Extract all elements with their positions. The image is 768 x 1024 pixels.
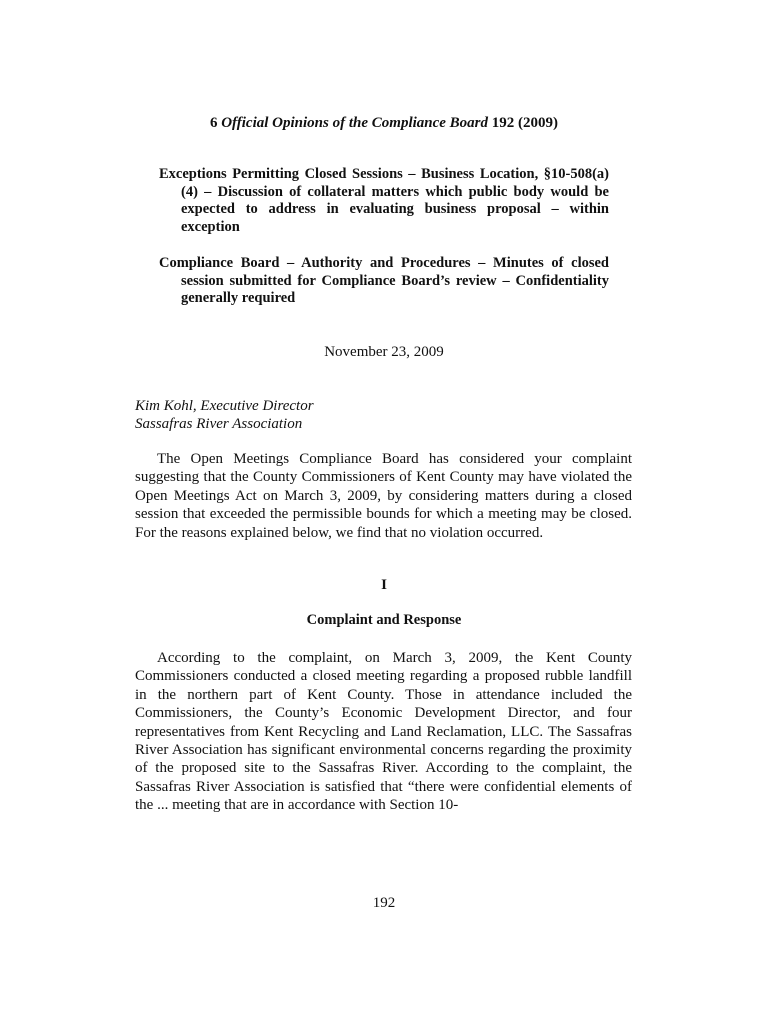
intro-paragraph: The Open Meetings Compliance Board has considered your complaint suggesting that the County Commissioners of Kent County may have violated the Open Meetings Act on March 3, 2009, by considering matters during a closed session that exceeded the permissible bounds for which a meeting may be closed. For the reasons explained below, we find that no violation occurred. [135, 451, 632, 541]
complaint-paragraph: According to the complaint, on March 3, 2009, the Kent County Commissioners conducted a closed meeting regarding a proposed rubble landfill in the northern part of Kent County. Those in attendance included the Commissioners, the County’s Economic Development Director, and four representatives from Kent Recycling and Land Reclamation, LLC. The Sassafras River Association has significant environmental concerns regarding the proximity of the proposed site to the Sassafras River. According to the complaint, the Sassafras River Association is satisfied that “there were confidential elements of the ... meeting that are in accordance with Section 10- [135, 650, 632, 814]
headnote-closed-sessions: Exceptions Permitting Closed Sessions – Business Location, §10-508(a)(4) – Discussion of collateral matters which public body would be expected to address in evaluating business proposal – within exception [159, 166, 609, 235]
section-number: I [381, 577, 387, 593]
opinion-date: November 23, 2009 [324, 344, 444, 360]
addressee-organization: Sassafras River Association [135, 416, 303, 432]
reporter-title: Official Opinions of the Compliance Board [221, 115, 489, 131]
page-cite: 192 (2009) [491, 115, 559, 131]
page-number: 192 [372, 895, 396, 911]
citation-header [0, 114, 768, 132]
volume-number: 6 [209, 115, 218, 131]
addressee-block [135, 397, 314, 433]
headnote-compliance-board: Compliance Board – Authority and Procedures – Minutes of closed session submitted for Compliance Board’s review – Confidentiality generally required [159, 255, 609, 307]
addressee-name: Kim Kohl, Executive Director [135, 398, 314, 414]
section-title: Complaint and Response [306, 612, 462, 628]
